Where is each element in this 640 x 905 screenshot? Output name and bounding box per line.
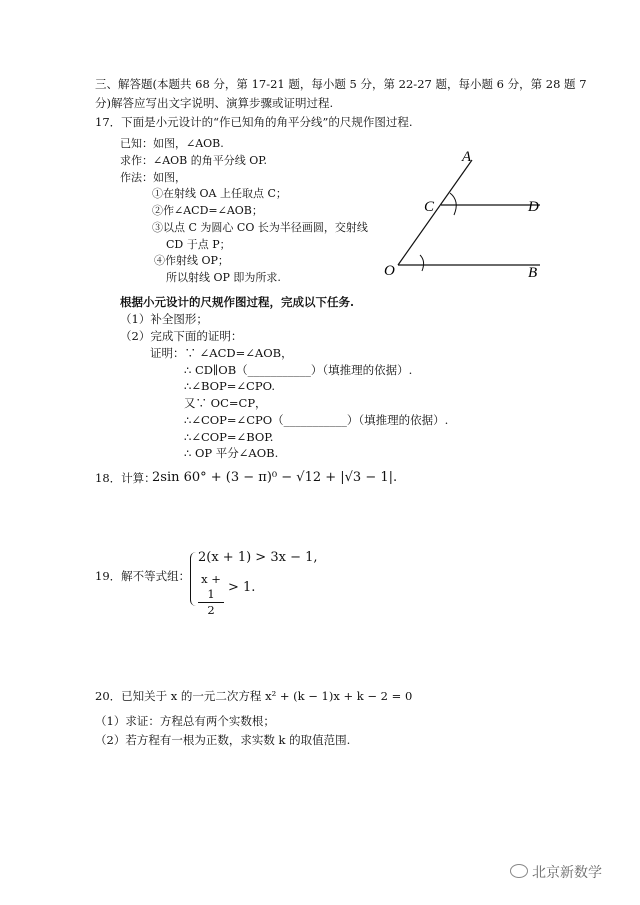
q17-step3b: CD 于点 P； <box>166 238 231 251</box>
q17-step2: ②作∠ACD=∠AOB； <box>152 204 263 217</box>
watermark <box>510 862 602 882</box>
q19-fraction-numerator: x + 1 <box>198 572 224 603</box>
q17-step1: ①在射线 OA 上任取点 C； <box>152 187 287 200</box>
section-header-line2: 分)解答应写出文字说明、演算步骤或证明过程. <box>95 96 334 110</box>
q17-known: 已知：如图，∠AOB. <box>120 137 224 150</box>
q17-proof-line6: ∴∠COP=∠BOP. <box>184 430 274 444</box>
q17-method: 作法：如图， <box>120 171 186 184</box>
q17-intro: 17．下面是小元设计的“作已知角的角平分线”的尺规作图过程. <box>95 115 413 129</box>
label-b: B <box>528 265 538 281</box>
q17-proof-line2: ∴ CD∥OB（___________）（填推理的依据）. <box>184 363 413 377</box>
watermark-text: 北京新数学 <box>532 865 602 881</box>
q18-label: 18．计算： <box>95 471 156 485</box>
arc-at-o <box>420 255 424 271</box>
q20-intro: 20．已知关于 x 的一元二次方程 x² + (k − 1)x + k − 2 = 0 <box>95 689 413 703</box>
q17-step3a: ③以点 C 为圆心 CO 长为半径画圆，交射线 <box>152 221 368 234</box>
label-d: D <box>528 199 539 215</box>
ray-oa <box>398 160 472 265</box>
q19-fraction <box>198 572 224 618</box>
q19-inequality-1: 2(x + 1) > 3x − 1, <box>198 550 318 565</box>
label-c: C <box>424 199 435 215</box>
q17-step4: ④作射线 OP； <box>154 254 229 267</box>
label-a: A <box>462 149 472 165</box>
q17-proof-line3: ∴∠BOP=∠CPO. <box>184 379 276 393</box>
q20-part2: （2）若方程有一根为正数，求实数 k 的取值范围. <box>95 733 351 747</box>
q17-proof-line4: 又∵ OC=CP， <box>184 396 267 410</box>
angle-bisector-figure <box>380 145 555 285</box>
q17-proof-line1: 证明：∵ ∠ACD=∠AOB， <box>150 346 293 360</box>
q17-proof-line7: ∴ OP 平分∠AOB. <box>184 446 279 460</box>
wechat-icon <box>510 864 528 878</box>
q17-task: 根据小元设计的尺规作图过程，完成以下任务. <box>120 295 355 309</box>
q17-part2: （2）完成下面的证明： <box>120 329 243 343</box>
q19-inequality-2-rest: > 1. <box>228 580 256 595</box>
q17-conclusion: 所以射线 OP 即为所求. <box>166 271 281 284</box>
q17-part1: （1）补全图形； <box>120 312 208 326</box>
q18-expression: 2sin 60° + (3 − π)⁰ − √12 + |√3 − 1|. <box>152 470 398 485</box>
section-header-line1: 三、解答题(本题共 68 分，第 17-21 题，每小题 5 分，第 22-27 题，每小题 6 分，第 28 题 7 <box>95 77 587 91</box>
q19-fraction-denominator: 2 <box>207 603 215 617</box>
q19-label: 19．解不等式组： <box>95 569 191 583</box>
q17-goal: 求作：∠AOB 的角平分线 OP. <box>120 154 267 167</box>
arc-at-c <box>450 193 456 215</box>
q20-part1: （1）求证：方程总有两个实数根； <box>95 714 275 728</box>
q17-proof-line5: ∴∠COP=∠CPO（___________）（填推理的依据）. <box>184 413 449 427</box>
label-o: O <box>384 263 395 279</box>
